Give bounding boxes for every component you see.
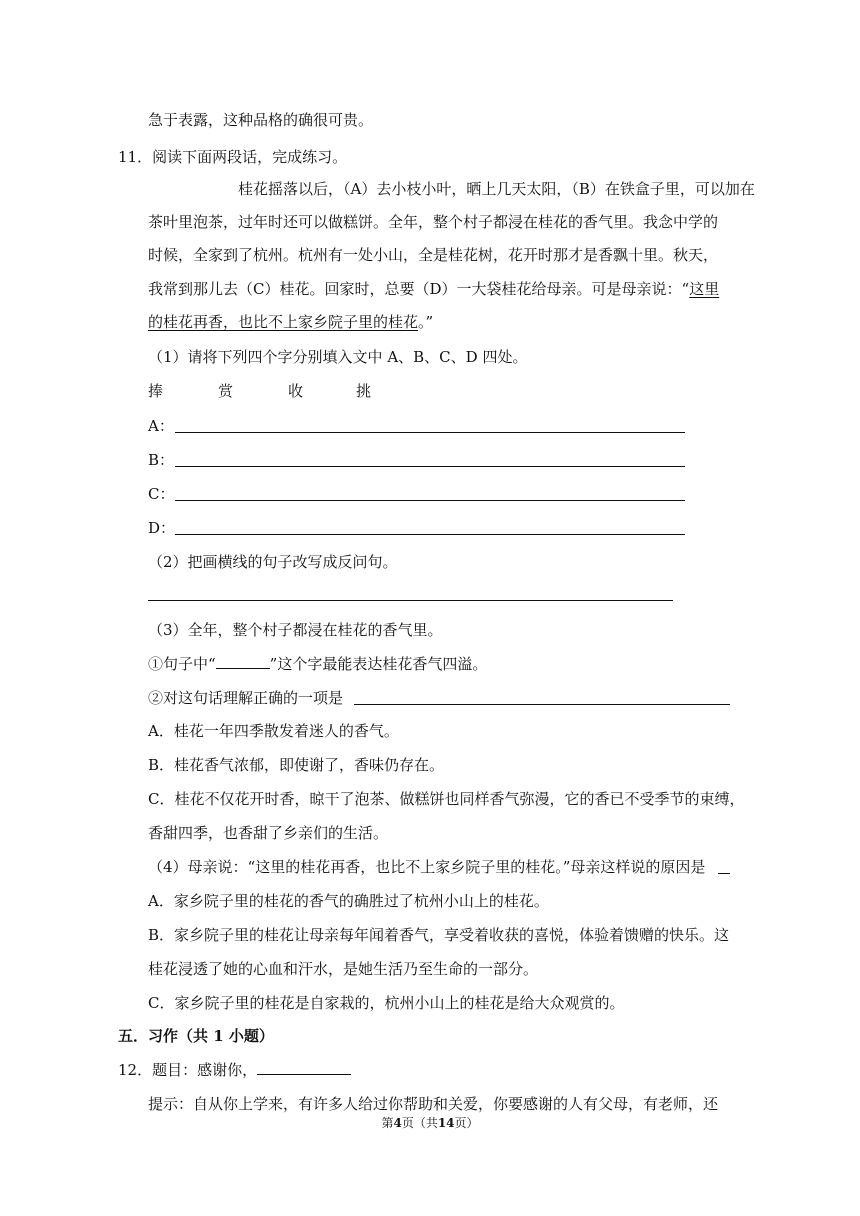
sub-question-3: （3）全年，整个村子都浸在桂花的香气里。 [148,621,443,639]
option-b: B．桂花香气浓郁，即使谢了，香味仍存在。 [148,756,445,774]
passage-text: 。” [418,313,434,331]
answer-line-a[interactable] [175,432,685,433]
question-text: 阅读下面两段话，完成练习。 [152,148,348,166]
footer-text: 页（共 [401,1116,438,1130]
answer-line[interactable] [148,600,673,601]
question-12 [118,1060,351,1080]
passage-line [148,312,433,332]
choice-question: ②对这句话理解正确的一项是 [148,689,344,707]
word-option: 赏 [218,382,234,400]
footer-text: 第 [381,1116,394,1130]
section-heading: 五．习作（共 1 小题） [118,1027,274,1045]
passage-line: 时候，全家到了杭州。杭州有一处小山，全是桂花树，花开时那才是香飘十里。秋天， [148,246,719,264]
answer-line-c[interactable] [175,500,685,501]
page-number: 4 [393,1116,402,1130]
option-c: C．桂花不仅花开时香，晾干了泡茶、做糕饼也同样香气弥漫，它的香已不受季节的束缚， [148,790,745,808]
option-a: A．桂花一年四季散发着迷人的香气。 [148,722,399,740]
title-blank[interactable] [257,1060,351,1075]
passage-line [148,279,719,299]
sub-question-2: （2）把画横线的句子改写成反问句。 [148,553,398,571]
answer-label-b: B： [148,451,175,469]
option-a: A．家乡院子里的桂花的香气的确胜过了杭州小山上的桂花。 [148,892,549,910]
underlined-sentence: 这里 [689,280,720,298]
option-b-continued: 桂花浸透了她的心血和汗水，是她生活乃至生命的一部分。 [148,960,539,978]
answer-label-c: C： [148,485,175,503]
text-line: 急于表露，这种品格的确很可贵。 [148,111,374,129]
page-footer [0,1114,860,1131]
word-option: 捧 [148,382,164,400]
fill-in-question [148,654,487,674]
option-b: B．家乡院子里的桂花让母亲每年闻着香气，享受着收获的喜悦，体验着馈赠的快乐。这 [148,926,730,944]
answer-line[interactable] [718,873,730,874]
passage-line: 茶叶里泡茶，过年时还可以做糕饼。全年，整个村子都浸在桂花的香气里。我念中学的 [148,213,719,231]
fill-in-blank[interactable] [216,654,270,669]
sub-question-1: （1）请将下列四个字分别填入文中 A、B、C、D 四处。 [148,348,528,366]
option-c: C．家乡院子里的桂花是自家栽的，杭州小山上的桂花是给大众观赏的。 [148,994,625,1012]
total-pages: 14 [437,1116,455,1130]
sub-question-4: （4）母亲说：“这里的桂花再香，也比不上家乡院子里的桂花。”母亲这样说的原因是 [148,858,706,876]
footer-text: 页） [454,1116,479,1130]
hint-text: 提示：自从你上学来，有许多人给过你帮助和关爱，你要感谢的人有父母，有老师，还 [148,1095,719,1113]
passage-line: 桂花摇落以后，（A）去小枝小叶，晒上几天太阳，（B）在铁盒子里，可以加在 [238,180,755,198]
answer-line[interactable] [354,704,730,705]
answer-line-b[interactable] [175,466,685,467]
question-11-heading [118,147,347,167]
question-text: 12．题目：感谢你， [118,1061,258,1079]
passage-text: 我常到那儿去（C）桂花。回家时，总要（D）一大袋桂花给母亲。可是母亲说：“ [148,280,690,298]
answer-label-d: D： [148,519,176,537]
word-option: 收 [288,382,304,400]
answer-line-d[interactable] [175,534,685,535]
question-text: ”这个字最能表达桂花香气四溢。 [269,655,488,673]
question-text: ①句子中“ [148,655,216,673]
option-c-continued: 香甜四季，也香甜了乡亲们的生活。 [148,824,389,842]
word-option: 挑 [356,382,372,400]
answer-label-a: A： [148,417,174,435]
question-number: 11． [118,148,153,166]
underlined-sentence: 的桂花再香，也比不上家乡院子里的桂花 [148,313,419,331]
